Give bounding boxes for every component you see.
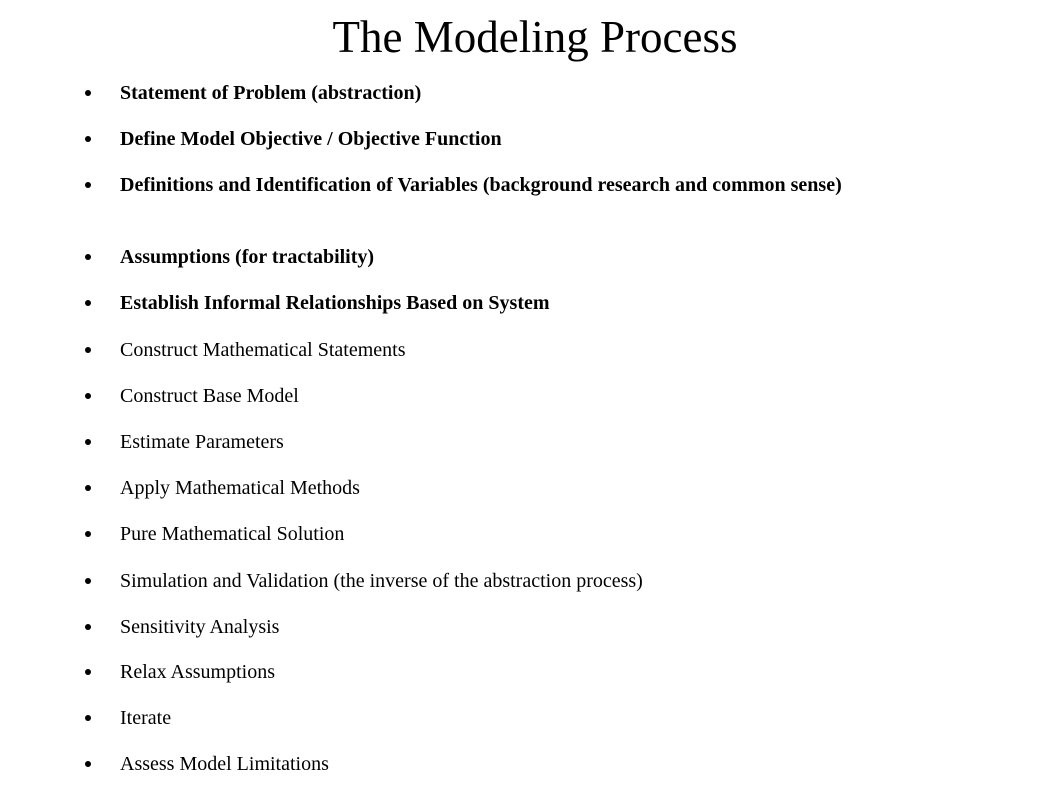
bullet-icon (85, 254, 91, 260)
bullet-text: Assess Model Limitations (120, 753, 329, 775)
bullet-icon (85, 90, 91, 96)
bullet-text: Pure Mathematical Solution (120, 523, 345, 545)
bullet-text: Apply Mathematical Methods (120, 477, 360, 499)
bullet-text: Estimate Parameters (120, 431, 284, 453)
bullet-icon (85, 439, 91, 445)
bullet-icon (85, 531, 91, 537)
bullet-icon (85, 761, 91, 767)
bullet-icon (85, 182, 91, 188)
bullet-text: Statement of Problem (abstraction) (120, 82, 422, 104)
bullet-text: Construct Base Model (120, 385, 299, 407)
bullet-text: Sensitivity Analysis (120, 616, 280, 638)
bullet-text: Iterate (120, 707, 172, 729)
bullet-text: Simulation and Validation (the inverse of the abstraction process) (120, 570, 643, 592)
bullet-text: Relax Assumptions (120, 661, 276, 683)
bullet-icon (85, 578, 91, 584)
bullet-text: Assumptions (for tractability) (120, 246, 375, 268)
bullet-text: Construct Mathematical Statements (120, 339, 406, 361)
bullet-icon (85, 485, 91, 491)
bullet-icon (85, 669, 91, 675)
bullet-icon (85, 347, 91, 353)
bullet-icon (85, 624, 91, 630)
bullet-icon (85, 300, 91, 306)
bullet-text: Definitions and Identification of Variables (background research and common sense) (120, 174, 842, 196)
bullet-icon (85, 715, 91, 721)
bullet-text: Define Model Objective / Objective Function (120, 128, 502, 150)
bullet-icon (85, 136, 91, 142)
slide-title: The Modeling Process (332, 12, 738, 62)
bullet-text: Establish Informal Relationships Based on System (120, 292, 550, 314)
bullet-icon (85, 393, 91, 399)
